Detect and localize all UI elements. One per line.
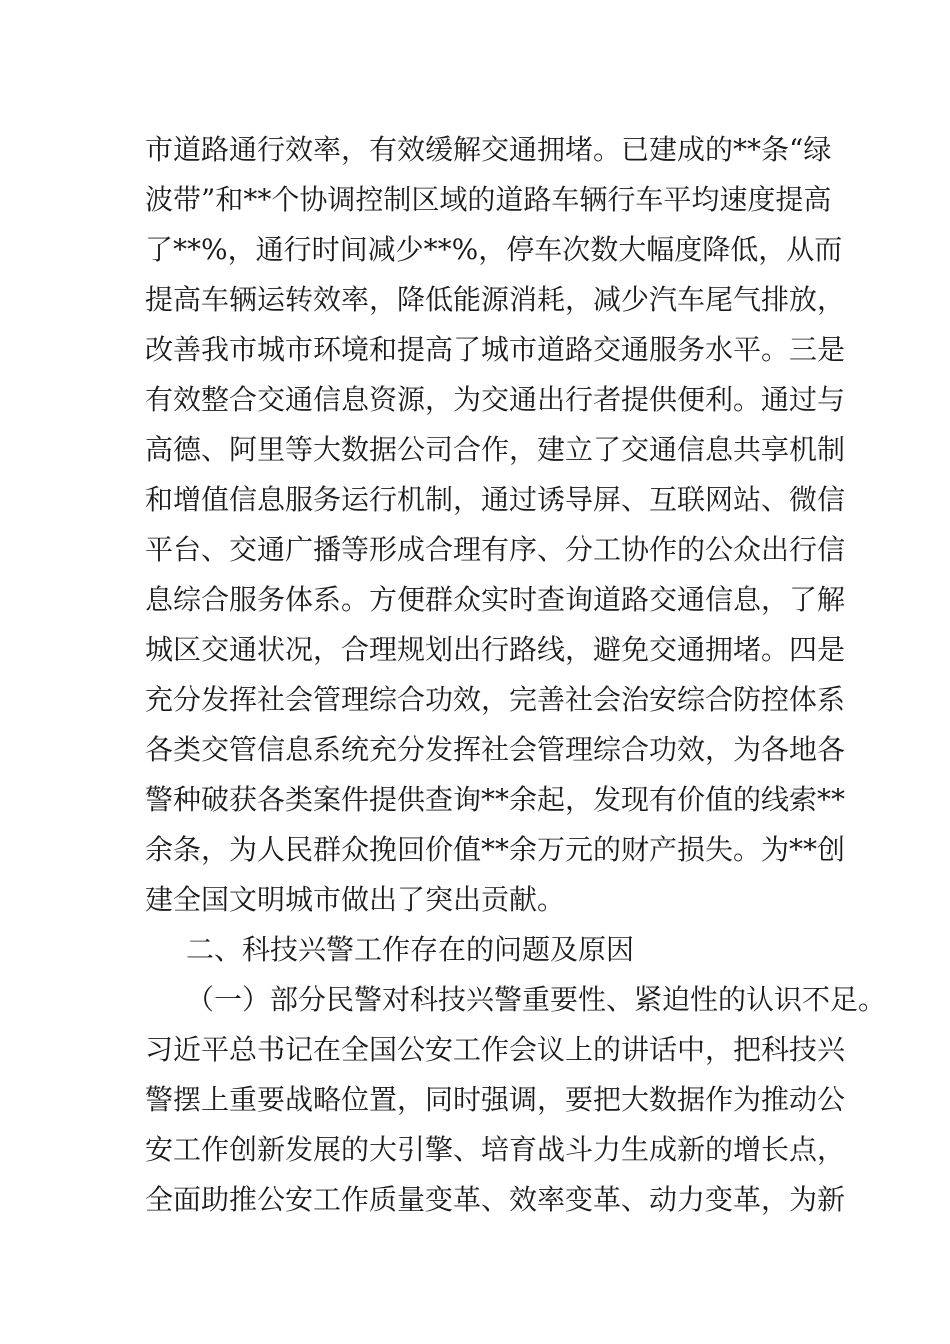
paragraph-line-5: 改善我市城市环境和提高了城市道路交通服务水平。三是	[145, 333, 846, 366]
paragraph-line-21: 安工作创新发展的大引擎、培育战斗力生成新的增长点，	[145, 1133, 846, 1166]
paragraph-line-15: 余条，为人民群众挽回价值**余万元的财产损失。为**创	[145, 833, 846, 866]
paragraph-line-1: 市道路通行效率，有效缓解交通拥堵。已建成的**条“绿	[145, 133, 832, 166]
paragraph-line-4: 提高车辆运转效率，降低能源消耗，减少汽车尾气排放，	[145, 283, 846, 316]
paragraph-line-6: 有效整合交通信息资源，为交通出行者提供便利。通过与	[145, 383, 846, 416]
paragraph-line-14: 警种破获各类案件提供查询**余起，发现有价值的线索**	[145, 783, 846, 816]
paragraph-line-10: 息综合服务体系。方便群众实时查询道路交通信息，了解	[145, 583, 846, 616]
paragraph-line-12: 充分发挥社会管理综合功效，完善社会治安综合防控体系	[145, 683, 846, 716]
paragraph-line-16: 建全国文明城市做出了突出贡献。	[145, 883, 566, 916]
paragraph-line-2: 波带”和**个协调控制区域的道路车辆行车平均速度提高	[145, 183, 832, 216]
paragraph-line-7: 高德、阿里等大数据公司合作，建立了交通信息共享机制	[145, 433, 846, 466]
section-heading: 二、科技兴警工作存在的问题及原因	[186, 933, 635, 966]
paragraph-line-8: 和增值信息服务运行机制，通过诱导屏、互联网站、微信	[145, 483, 846, 516]
subsection-heading-line: （一）部分民警对科技兴警重要性、紧迫性的认识不足。	[186, 983, 887, 1016]
paragraph-line-22: 全面助推公安工作质量变革、效率变革、动力变革，为新	[145, 1183, 846, 1216]
paragraph-line-3: 了**%，通行时间减少**%，停车次数大幅度降低，从而	[145, 233, 843, 266]
paragraph-line-19: 习近平总书记在全国公安工作会议上的讲话中，把科技兴	[145, 1033, 846, 1066]
paragraph-line-11: 城区交通状况，合理规划出行路线，避免交通拥堵。四是	[145, 633, 846, 666]
paragraph-line-9: 平台、交通广播等形成合理有序、分工协作的公众出行信	[145, 533, 846, 566]
paragraph-line-20: 警摆上重要战略位置，同时强调，要把大数据作为推动公	[145, 1083, 846, 1116]
paragraph-line-13: 各类交管信息系统充分发挥社会管理综合功效，为各地各	[145, 733, 846, 766]
